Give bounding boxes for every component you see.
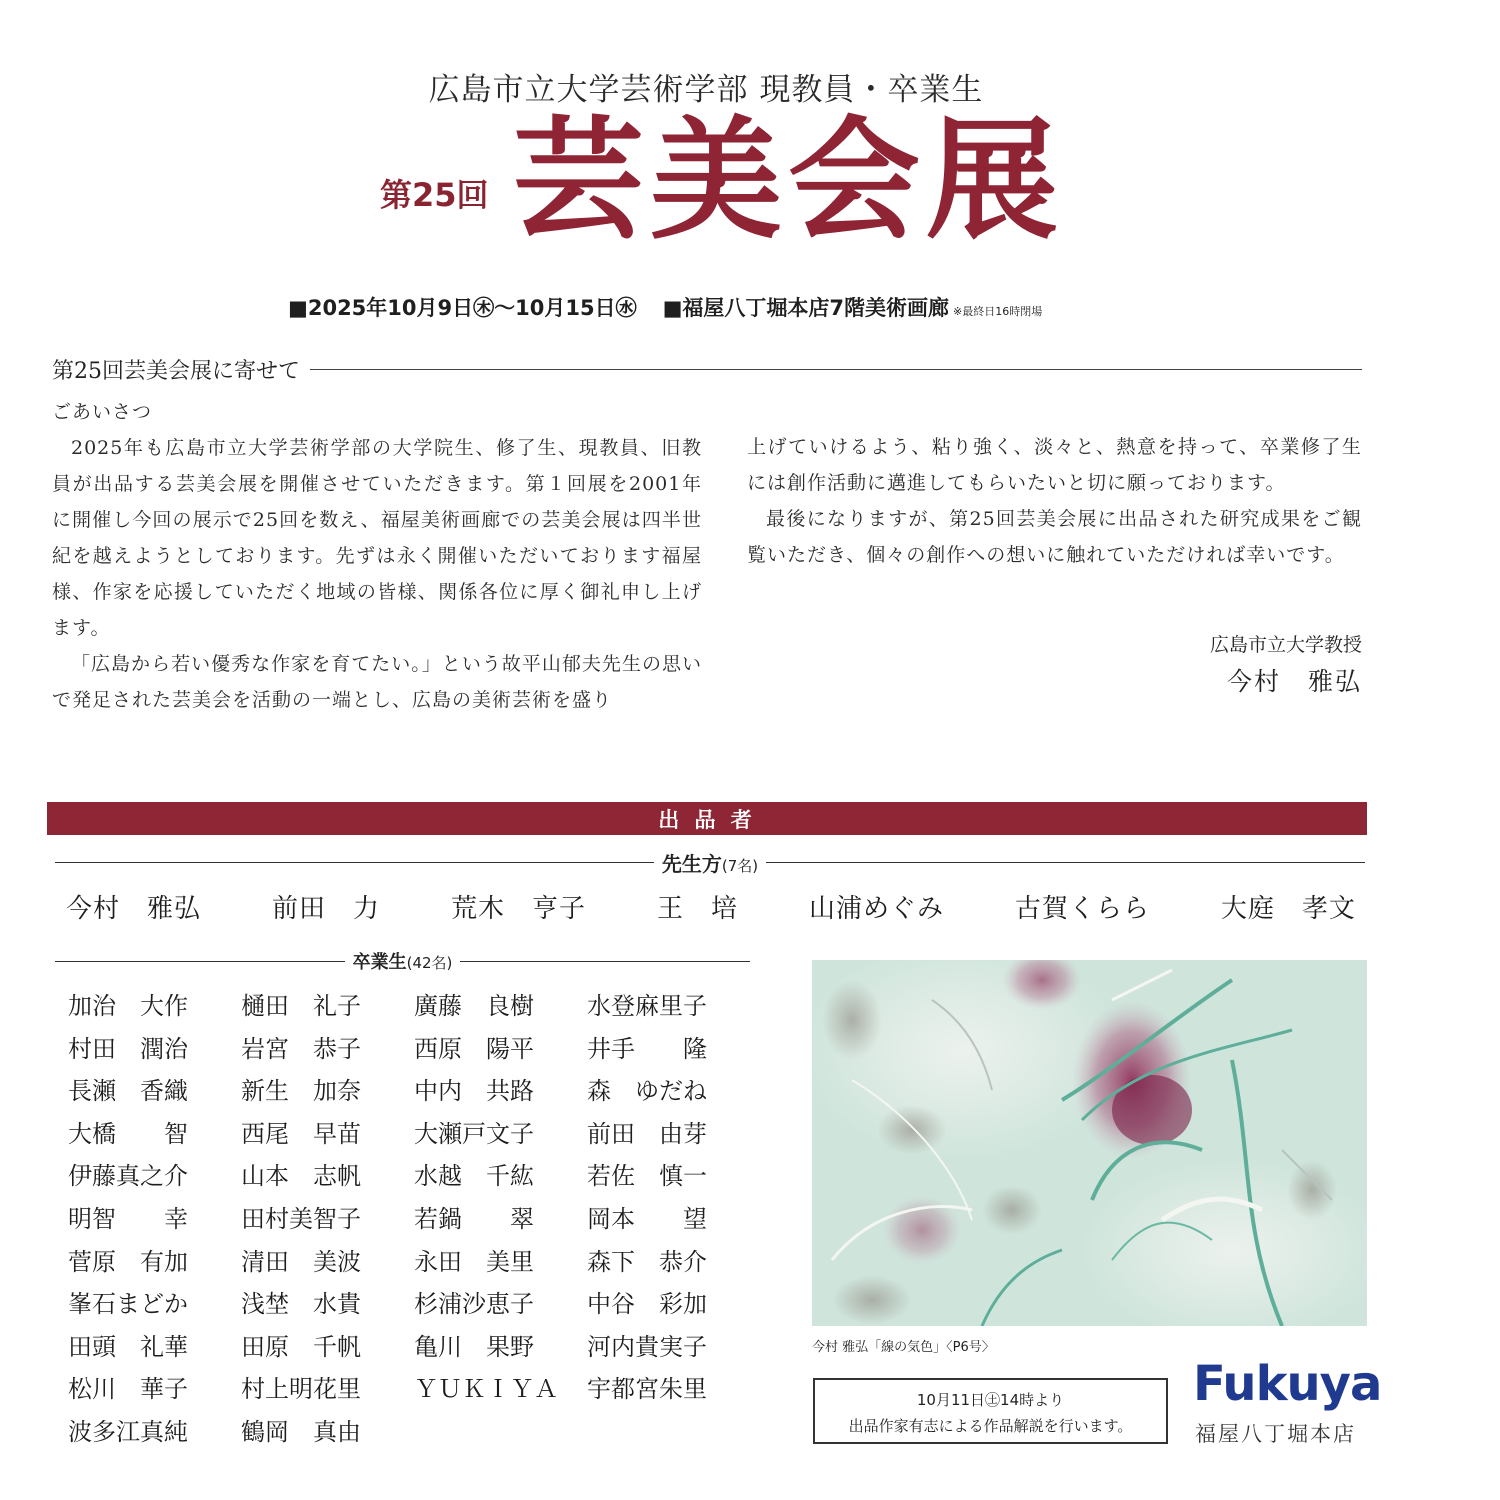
- venue-note: ※最終日16時閉場: [953, 305, 1043, 318]
- graduate-name: 岩宮 恭子: [241, 1034, 361, 1063]
- artwork-image: [812, 960, 1367, 1326]
- teacher-name: 古賀くらら: [1014, 894, 1150, 924]
- teacher-name: 大庭 孝文: [1220, 894, 1356, 924]
- graduate-name: 若鍋 翠: [414, 1204, 534, 1233]
- graduate-name: 明智 幸: [68, 1204, 188, 1233]
- graduate-name: 森 ゆだね: [587, 1077, 707, 1106]
- teacher-name: 荒木 亨子: [450, 894, 586, 924]
- graduate-name: ＹＵＫＩＹＡ: [414, 1375, 558, 1404]
- gallery-talk-time: 10月11日㊏14時より: [916, 1391, 1065, 1409]
- graduate-name: 新生 加奈: [241, 1077, 361, 1106]
- graduate-name: 西尾 早苗: [241, 1119, 361, 1148]
- graduate-name: 樋田 礼子: [241, 992, 361, 1020]
- graduate-name: 鶴岡 真由: [241, 1417, 361, 1446]
- teachers-list: [66, 888, 1356, 925]
- teachers-label: 先生方: [661, 852, 722, 876]
- store-name: 福屋八丁堀本店: [1195, 1422, 1356, 1446]
- graduate-name: 廣藤 良樹: [414, 992, 534, 1020]
- greeting-paragraph: 「広島から若い優秀な作家を育てたい。」という故平山郁夫先生の思いで発足された芸美会を活動の一端とし、広島の美術芸術を盛り: [52, 653, 702, 711]
- graduate-name: 大橋 智: [68, 1119, 188, 1148]
- graduate-name: 宇都宮朱里: [587, 1375, 707, 1404]
- teachers-section-header: [55, 848, 1365, 877]
- graduates-count: (42名): [406, 954, 453, 972]
- greeting-paragraph: 最後になりますが、第25回芸美会展に出品された研究成果をご観覧いただき、個々の創作への想いに触れていただければ幸いです。: [747, 508, 1362, 566]
- graduate-name: 河内貴実子: [587, 1332, 707, 1361]
- graduate-name: 山本 志帆: [241, 1162, 361, 1191]
- graduate-name: 岡本 望: [587, 1204, 707, 1233]
- graduate-name: 森下 恭介: [587, 1247, 707, 1276]
- abstract-painting: [812, 960, 1367, 1326]
- graduates-section-header: [55, 948, 750, 974]
- graduate-name: 大瀬戸文子: [414, 1119, 534, 1148]
- graduate-name: 波多江真純: [68, 1417, 188, 1446]
- graduate-name: 中谷 彩加: [587, 1290, 707, 1319]
- graduate-name: 菅原 有加: [68, 1247, 188, 1276]
- event-dates: ■2025年10月9日㊍〜10月15日㊌: [288, 296, 637, 320]
- signature: [1210, 628, 1362, 702]
- graduate-name: 伊藤真之介: [68, 1162, 188, 1191]
- graduate-name: 村田 潤治: [68, 1034, 188, 1063]
- greeting-left-column: [52, 394, 702, 718]
- teacher-name: 山浦めぐみ: [808, 894, 944, 924]
- graduate-name: 永田 美里: [414, 1247, 534, 1276]
- graduate-name: 村上明花里: [241, 1375, 361, 1404]
- graduate-name: 前田 由芽: [587, 1119, 707, 1148]
- graduate-name: 松川 華子: [68, 1375, 188, 1404]
- teacher-name: 今村 雅弘: [66, 894, 202, 924]
- graduate-name: 中内 共路: [414, 1077, 534, 1106]
- signature-affiliation: 広島市立大学教授: [1209, 634, 1362, 656]
- graduate-name: 峯石まどか: [68, 1290, 188, 1319]
- greeting-paragraph: 2025年も広島市立大学芸術学部の大学院生、修了生、現教員、旧教員が出品する芸美会展を開催させていただきます。第１回展を2001年に開催し今回の展示で25回を数え、福屋美術画廊での芸美会展は四半世紀を越えようとしております。先ずは永く開催いただいております福屋様、作家を応援していただく地域の皆様、関係各位に厚く御礼申し上げます。: [52, 437, 702, 639]
- signature-name: 今村 雅弘: [1226, 667, 1362, 696]
- graduate-name: 杉浦沙恵子: [414, 1290, 534, 1319]
- graduate-name: 清田 美波: [241, 1247, 361, 1276]
- graduate-name: 若佐 慎一: [587, 1162, 707, 1191]
- teacher-name: 王 培: [656, 894, 738, 924]
- event-info: [288, 292, 1042, 322]
- graduate-name: 加治 大作: [68, 992, 188, 1020]
- teacher-name: 前田 力: [271, 894, 380, 924]
- exhibition-subtitle: 広島市立大学芸術学部 現教員・卒業生: [428, 72, 984, 108]
- exhibitors-bar: 出 品 者: [47, 802, 1367, 835]
- graduate-name: 長瀬 香織: [68, 1077, 188, 1106]
- fukuya-logo: Fukuya: [1193, 1356, 1382, 1412]
- heading-rule: [310, 369, 1362, 370]
- graduates-list: [68, 985, 748, 1454]
- artwork-caption: 今村 雅弘「線の気色」〈P6号〉: [812, 1340, 995, 1355]
- greeting-heading: [52, 354, 1362, 385]
- graduate-name: 水越 千紘: [414, 1162, 534, 1191]
- graduate-name: 西原 陽平: [414, 1034, 534, 1063]
- graduate-name: 浅埜 水貴: [241, 1290, 361, 1319]
- edition-number: 第25回: [380, 176, 489, 214]
- greeting-paragraph: 上げていけるよう、粘り強く、淡々と、熱意を持って、卒業修了生には創作活動に邁進してもらいたいと切に願っております。: [747, 436, 1362, 494]
- salutation: ごあいさつ: [52, 401, 153, 423]
- graduate-name: 水登麻里子: [587, 992, 707, 1020]
- gallery-talk-box: [813, 1378, 1168, 1444]
- graduate-name: 井手 隆: [587, 1034, 707, 1063]
- graduates-label: 卒業生: [352, 952, 407, 973]
- greeting-heading-text: 第25回芸美会展に寄せて: [52, 359, 300, 384]
- graduate-name: 田原 千帆: [241, 1332, 361, 1361]
- event-venue: ■福屋八丁堀本店7階美術画廊: [662, 296, 950, 320]
- greeting-right-column: [747, 429, 1362, 573]
- exhibition-title: 芸美会展: [512, 103, 1064, 258]
- gallery-talk-desc: 出品作家有志による作品解説を行います。: [848, 1417, 1133, 1435]
- teachers-count: (7名): [721, 857, 759, 875]
- graduate-name: 田村美智子: [241, 1204, 361, 1233]
- graduate-name: 田頭 礼華: [68, 1332, 188, 1361]
- graduate-name: 亀川 果野: [414, 1332, 534, 1361]
